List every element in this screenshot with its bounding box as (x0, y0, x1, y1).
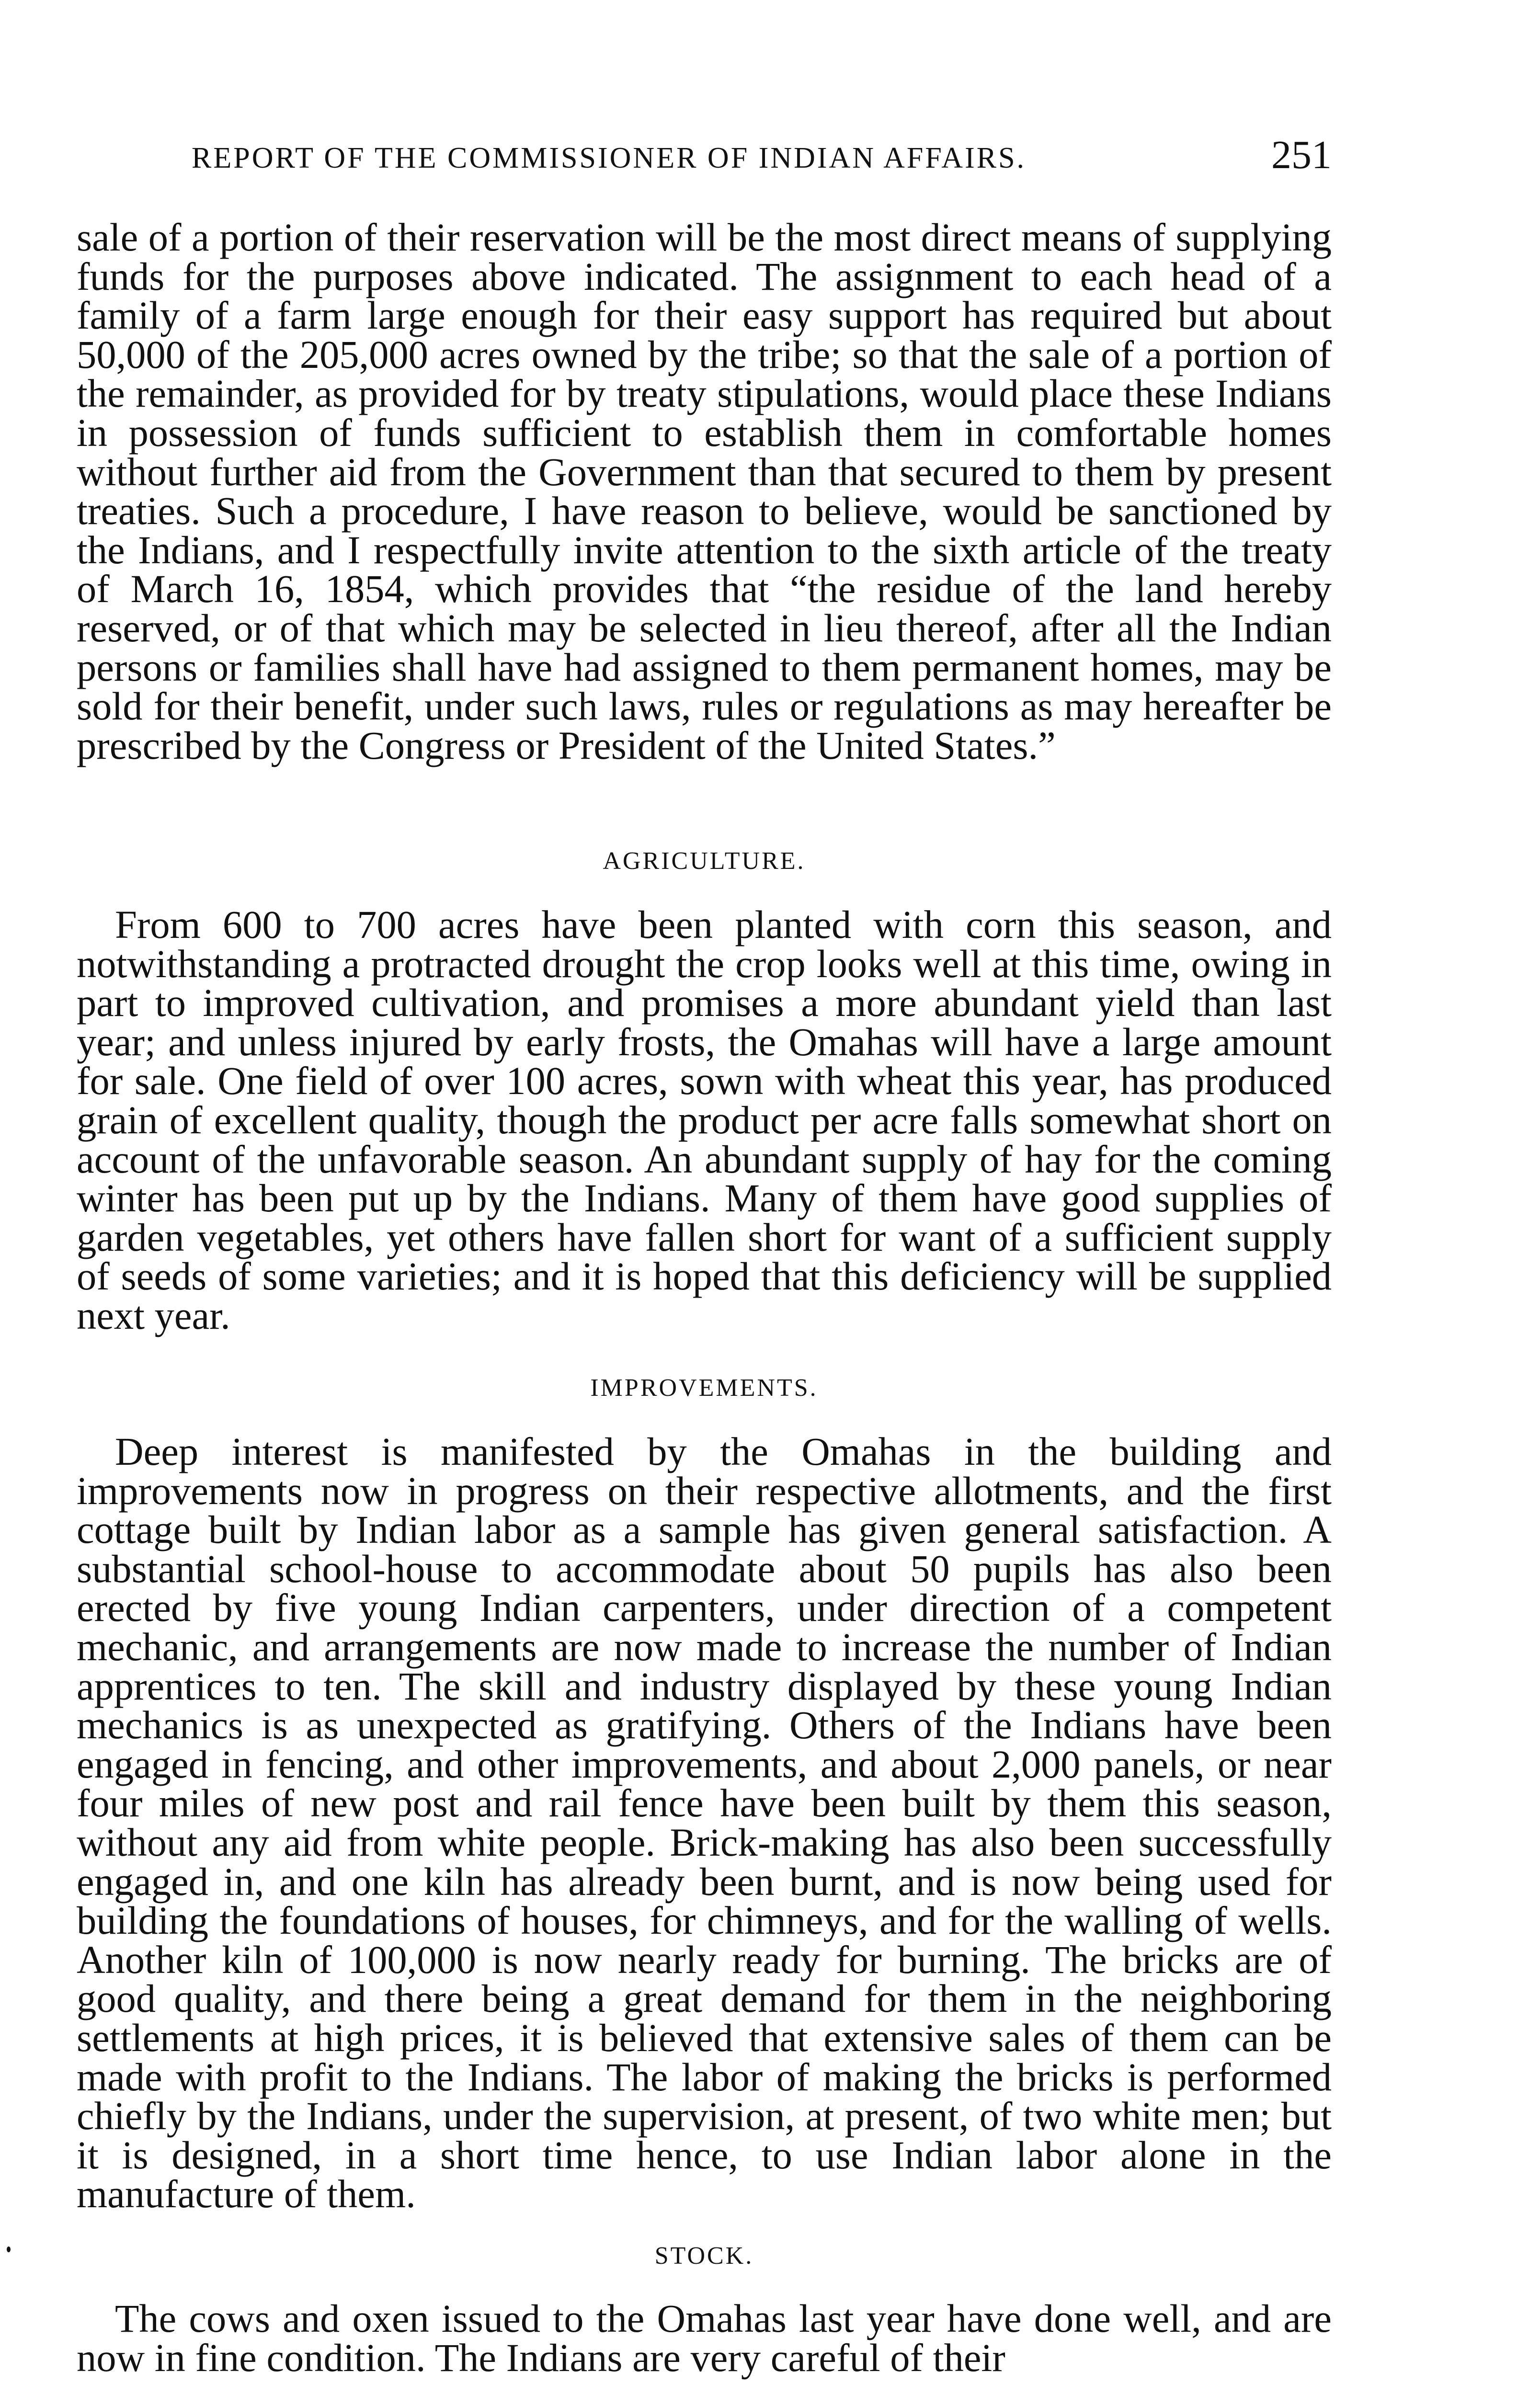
stock-section (77, 2296, 1332, 2381)
opening-paragraph: sale of a portion of their reservation will be the most direct means of supplying funds for the purposes above indicated. The assignment to each head of a family of a farm large enough for their easy support has required but about 50,000 of the 205,000 acres owned by the tribe; so that the sale of a portion of the remainder, as provided for by treaty stipulations, would place these Indians in possession of funds sufficient to establish them in comfortable homes without further aid from the Government than that secured to them by present treaties. Such a procedure, I have reason to believe, would be sanctioned by the Indians, and I respectfully invite attention to the sixth article of the treaty of March 16, 1854, which provides that “the residue of the land hereby reserved, or of that which may be selected in lieu thereof, after all the Indian persons or families shall have had assigned to them permanent homes, may be sold for their benefit, under such laws, rules or regulations as may hereafter be prescribed by the Congress or President of the United States.” (77, 215, 1332, 767)
agriculture-paragraph: From 600 to 700 acres have been planted with corn this season, and notwithstanding a protracted drought the crop looks well at this time, owing in part to improved cultivation, and promises a more abundant yield than last year; and unless injured by early frosts, the Omahas will have a large amount for sale. One field of over 100 acres, sown with wheat this year, has produced grain of excellent quality, though the product per acre falls somewhat short on account of the unfavorable season. An abundant supply of hay for the coming winter has been put up by the Indians. Many of them have good supplies of garden vegetables, yet others have fallen short for want of a sufficient supply of seeds of some varieties; and it is hoped that this deficiency will be supplied next year. (77, 902, 1332, 1337)
agriculture-section (77, 902, 1332, 1365)
improvements-paragraph: Deep interest is manifested by the Omahas in the building and improvements now in progress on their respective allotments, and the first cottage built by Indian labor as a sample has given general satisfaction. A substantial school-house to accommodate about 50 pupils has also been erected by five young Indian carpenters, under direction of a competent mechanic, and arrangements are now made to increase the number of Indian apprentices to ten. The skill and industry displayed by these young Indian mechanics is as unexpected as gratifying. Others of the Indians have been engaged in fencing, and other improvements, and about 2,000 panels, or near four miles of new post and rail fence have been built by them this season, without any aid from white people. Brick-making has also been successfully engaged in, and one kiln has already been burnt, and is now being used for building the foundations of houses, for chimneys, and for the walling of wells. Another kiln of 100,000 is now nearly ready for burning. The bricks are of good quality, and there being a great demand for them in the neighboring settlements at high prices, it is believed that extensive sales of them can be made with profit to the Indians. The labor of making the bricks is performed chiefly by the Indians, under the supervision, at present, of two white men; but it is designed, in a short time hence, to use Indian labor alone in the manufacture of them. (77, 1429, 1332, 2216)
opening-paragraph-block (77, 215, 1332, 845)
page-header (192, 132, 1341, 180)
agriculture-heading: AGRICULTURE. (603, 847, 806, 875)
improvements-section (77, 1429, 1332, 2247)
running-title: REPORT OF THE COMMISSIONER OF INDIAN AFFAIRS. (192, 142, 1027, 174)
improvements-heading: IMPROVEMENTS. (590, 1374, 818, 1402)
stock-heading: STOCK. (654, 2242, 754, 2270)
margin-speck-mark (7, 2247, 11, 2252)
stock-paragraph: The cows and oxen issued to the Omahas last year have done well, and are now in fine condition. The Indians are very careful of their (77, 2296, 1332, 2380)
page-number: 251 (1271, 133, 1332, 177)
